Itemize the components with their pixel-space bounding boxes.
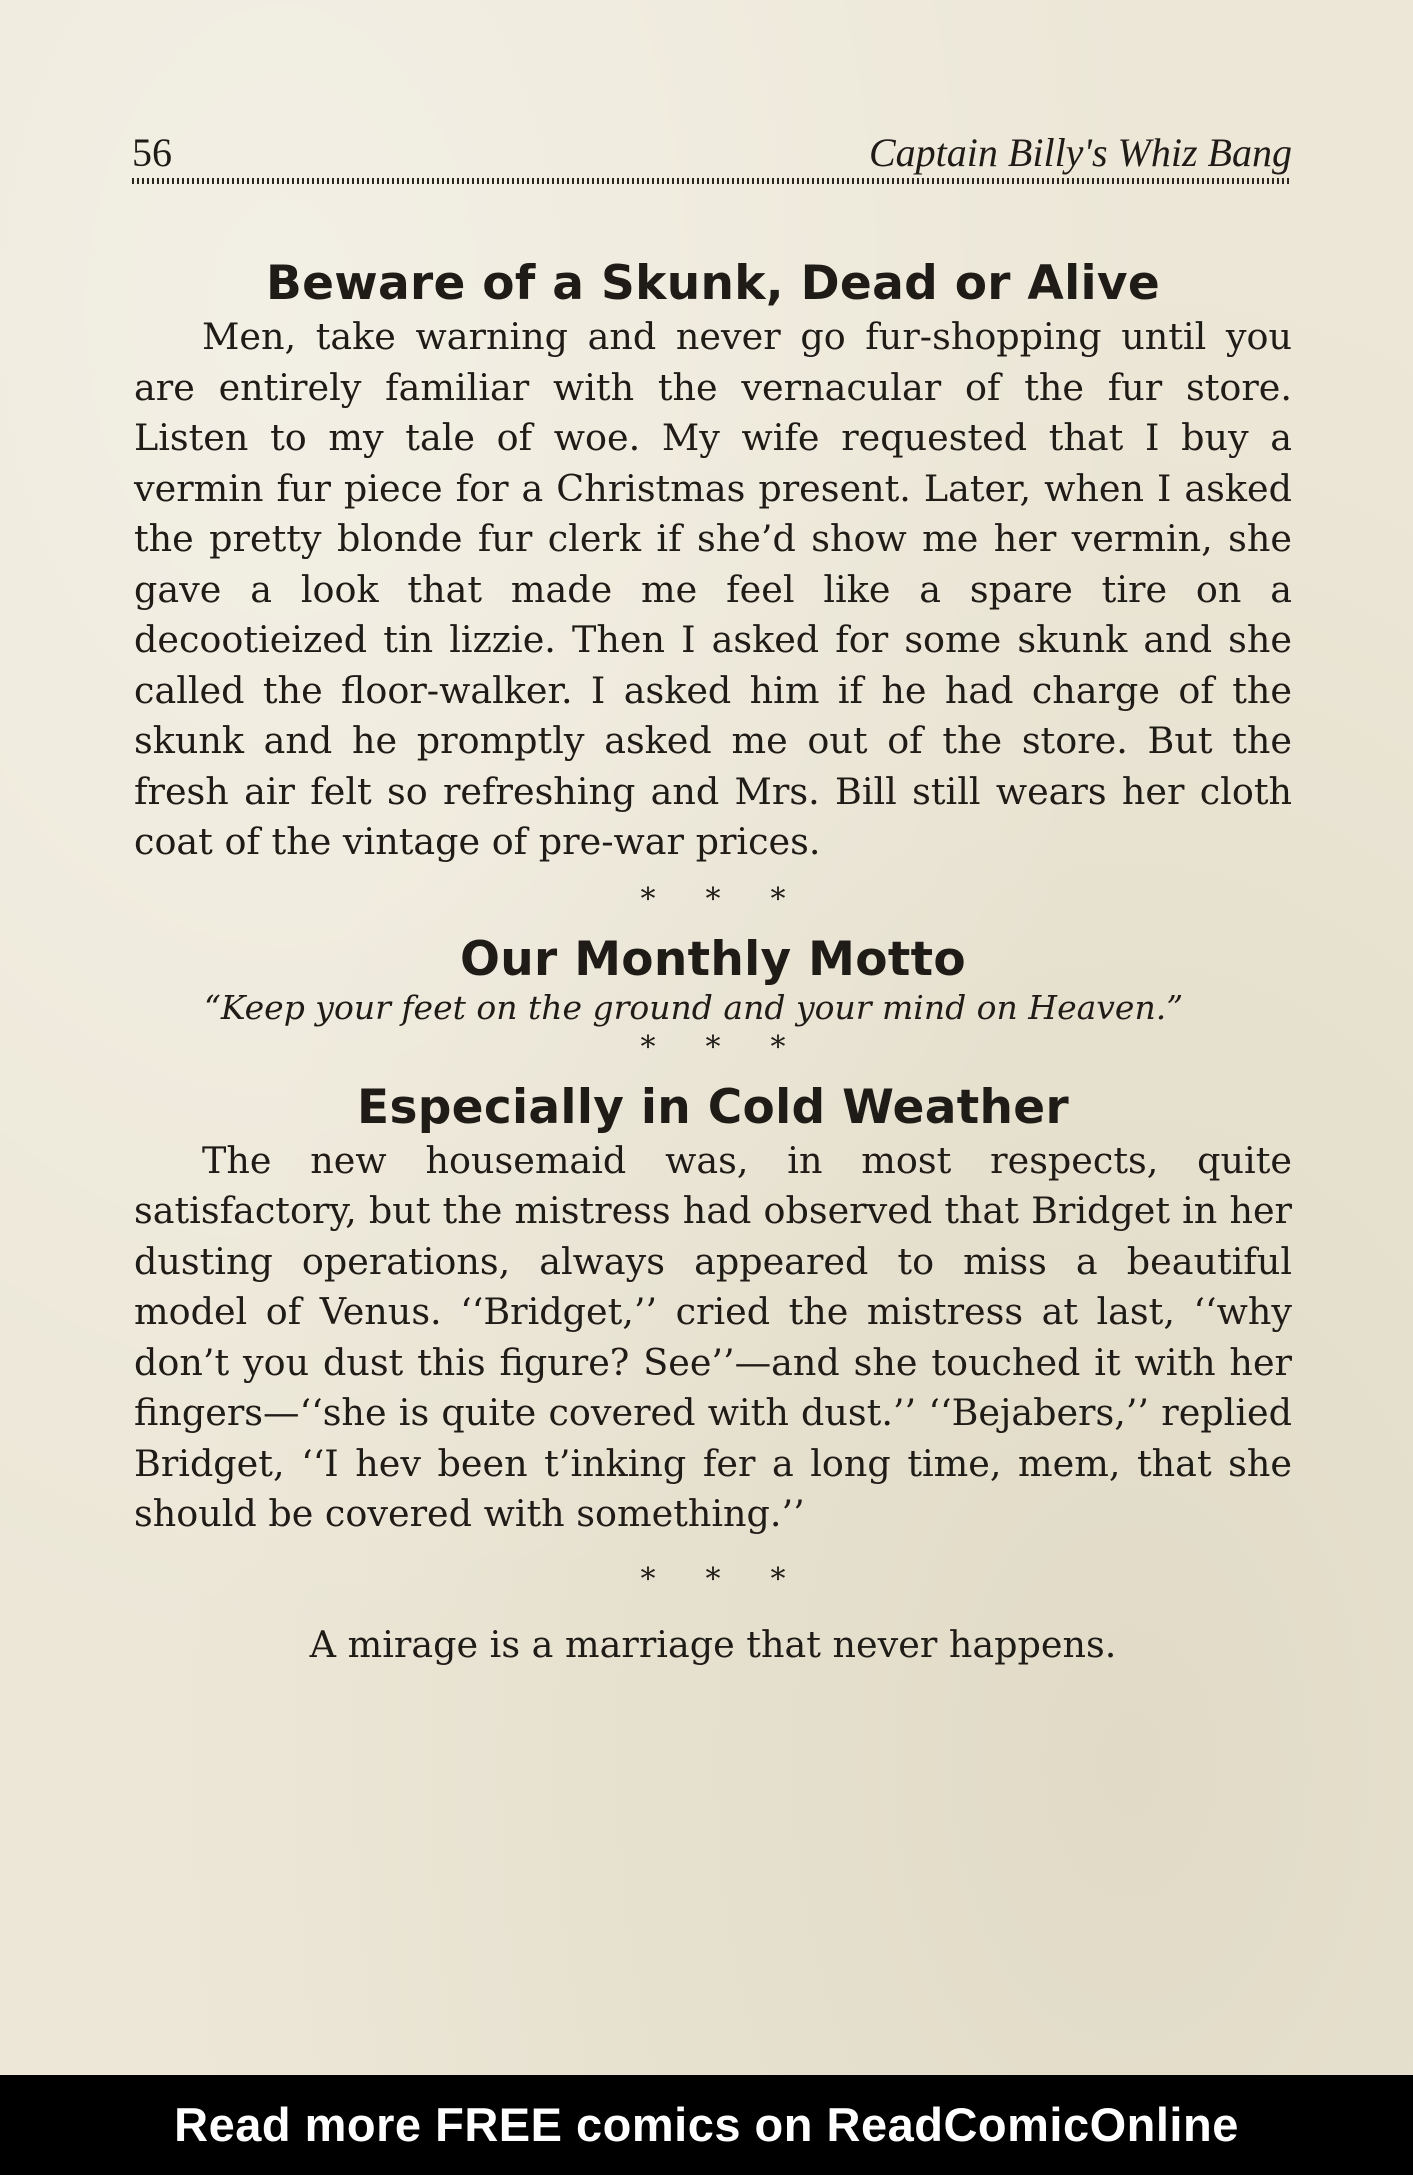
article-body-cold-weather: The new housemaid was, in most respects, quite satisfactory, but the mistress had observed that Bridget in her dusting operations, always appeared to miss a beautiful model of Venus. ‘‘Bridget,’’ cried the mistress at last, ‘‘why don’t you dust this figure? See’’—and she touched it with her fingers—‘‘she is quite covered with dust.’’ ‘‘Bejabers,’’ replied Bridget, ‘‘I hev been t’inking fer a long time, mem, that she should be covered with something.’’ (134, 1138, 1292, 1535)
promo-banner[interactable]: Read more FREE comics on ReadComicOnline (0, 2075, 1413, 2175)
article-title-cold-weather: Especially in Cold Weather (357, 1079, 1069, 1135)
running-title: Captain Billy's Whiz Bang (869, 130, 1292, 175)
article-body-skunk: Men, take warning and never go fur-shopping until you are entirely familiar with the vernacular of the fur store. Listen to my tale of woe. My wife requested that I buy a vermin fur piece for a Christmas present. Later, when I asked the pretty blonde fur clerk if she’d show me her vermin, she gave a look that made me feel like a spare tire on a decootieized tin lizzie. Then I asked for some skunk and she called the floor-walker. I asked him if he had charge of the skunk and he promptly asked me out of the store. But the fresh air felt so refreshing and Mrs. Bill still wears her cloth coat of the vintage of pre-war prices. (134, 315, 1292, 863)
page-number: 56 (132, 130, 172, 175)
header-rule (132, 178, 1292, 184)
separator-stars: *** (640, 1561, 836, 1597)
separator-stars: *** (640, 881, 836, 917)
article-title-motto: Our Monthly Motto (460, 931, 966, 987)
page-content (134, 256, 1292, 1670)
separator-stars: *** (640, 1029, 836, 1065)
article-title-skunk: Beware of a Skunk, Dead or Alive (265, 256, 1161, 311)
page-header (132, 128, 1292, 178)
motto-text: “Keep your feet on the ground and your mind on Heaven.” (204, 987, 1184, 1027)
closing-joke: A mirage is a marriage that never happens. (309, 1622, 1117, 1666)
